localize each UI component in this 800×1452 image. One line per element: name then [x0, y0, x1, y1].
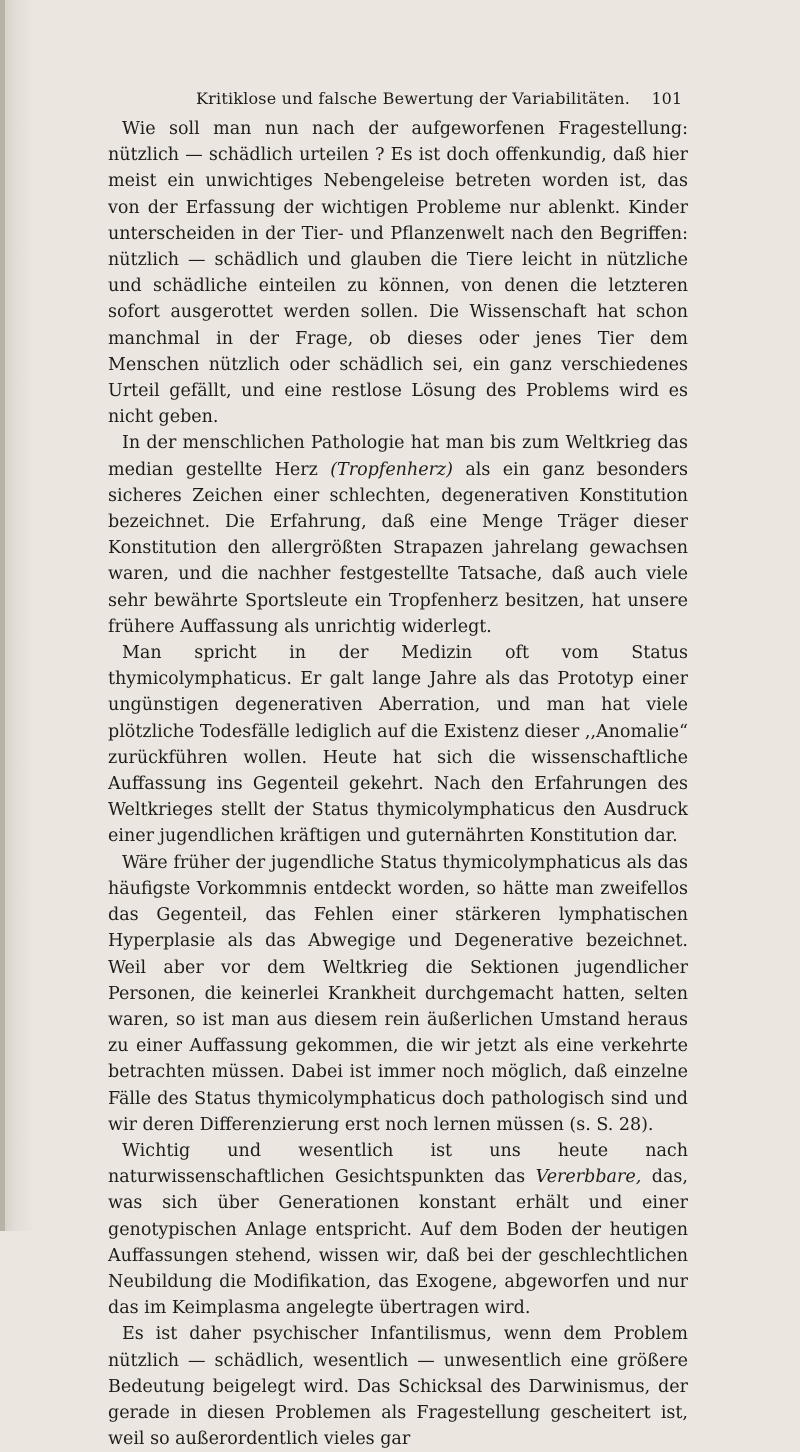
paragraph-6: Es ist daher psychischer Infantilismus, wenn dem Problem nützlich — schädlich, wesentlich — unwesentlich eine größere Bedeutung beigelegt wird. Das Schicksal des Darwinismus, der gerade in diesen Problemen als Fragestellung gescheitert ist, weil so außerordentlich vieles gar — [108, 1324, 688, 1450]
paragraph-5 — [108, 1138, 688, 1321]
paragraph-5-text-end: das, was sich über Generationen konstant erhält und einer genotypischen Anlage entspricht. Auf dem Boden der heutigen Auffassungen stehend, wissen wir, daß bei der geschlechtlichen Neubildung die Modifikation, das Exogene, abgeworfen und nur das im Keimplasma angelegte übertragen wird. — [108, 1167, 688, 1319]
paragraph-2-text-start: In der menschlichen Pathologie hat man bis zum Weltkrieg das median gestellte Herz — [108, 433, 688, 480]
book-spine-shadow — [0, 0, 34, 1231]
paragraph-2-text-end: als ein ganz besonders sicheres Zeichen einer schlechten, degenerativen Konstitution bezeichnet. Die Erfahrung, daß eine Menge Träger dieser Konstitution den allergrößten Strapazen jahrelang gewachsen waren, und die nachher festgestellte Tatsache, daß auch viele sehr bewährte Sportsleute ein Tropfenherz besitzen, hat unsere frühere Auffassung als unrichtig widerlegt. — [108, 459, 688, 637]
page-number: 101 — [651, 89, 682, 108]
paragraph-5-text-start: Wichtig und wesentlich ist uns heute nach naturwissenschaftlichen Gesichtspunkten das — [108, 1140, 688, 1188]
paragraph-3: Man spricht in der Medizin oft vom Status thymicolymphaticus. Er galt lange Jahre als das Prototyp einer ungünstigen degenerativen Aberration, und man hat viele plötzliche Todesfälle lediglich auf die Existenz dieser ,,Anomalie“ zurückführen wollen. Heute hat sich die wissenschaftliche Auffassung ins Gegenteil gekehrt. Nach den Erfahrungen des Weltkrieges stellt der Status thymicolymphaticus den Ausdruck einer jugendlichen kräftigen und guternährten Konstitution dar. — [108, 643, 688, 847]
body-text — [108, 116, 688, 1452]
book-page — [108, 84, 688, 1452]
paragraph-1: Wie soll man nun nach der aufgeworfenen Fragestellung: nützlich — schädlich urteilen ? Es ist doch offenkundig, daß hier meist ein unwichtiges Nebengeleise betreten worden ist, das von der Erfassung der wichtigen Probleme nur ablenkt. Kinder unterscheiden in der Tier- und Pflanzenwelt nach den Begriffen: nützlich — schädlich und glauben die Tiere leicht in nützliche und schädliche einteilen zu können, von denen die letzteren sofort ausgerottet werden sollen. Die Wissenschaft hat schon manchmal in der Frage, ob dieses oder jenes Tier dem Menschen nützlich oder schädlich sei, ein ganz verschiedenes Urteil gefällt, und eine restlose Lösung des Problems wird es nicht geben. — [108, 119, 688, 428]
running-head — [108, 84, 688, 114]
paragraph-2 — [108, 430, 688, 640]
running-head-title: Kritiklose und falsche Bewertung der Variabilitäten. — [196, 89, 631, 108]
paragraph-4: Wäre früher der jugendliche Status thymicolymphaticus als das häufigste Vorkommnis entdeckt worden, so hätte man zweifellos das Gegenteil, das Fehlen einer stärkeren lymphatischen Hyperplasie als das Abwegige und Degenerative bezeichnet. Weil aber vor dem Weltkrieg die Sektionen jugendlicher Personen, die keinerlei Krankheit durchgemacht hatten, selten waren, so ist man aus diesem rein äußerlichen Umstand heraus zu einer Auffassung gekommen, die wir jetzt als eine verkehrte betrachten müssen. Dabei ist immer noch möglich, daß einzelne Fälle des Status thymicolymphaticus doch pathologisch sind und wir deren Differenzierung erst noch lernen müssen (s. S. 28). — [108, 852, 688, 1135]
emphasis-vererbbare: Vererbbare, — [535, 1167, 642, 1188]
emphasis-tropfenherz: (Tropfenherz) — [330, 459, 453, 480]
binding-edge — [0, 0, 5, 1231]
